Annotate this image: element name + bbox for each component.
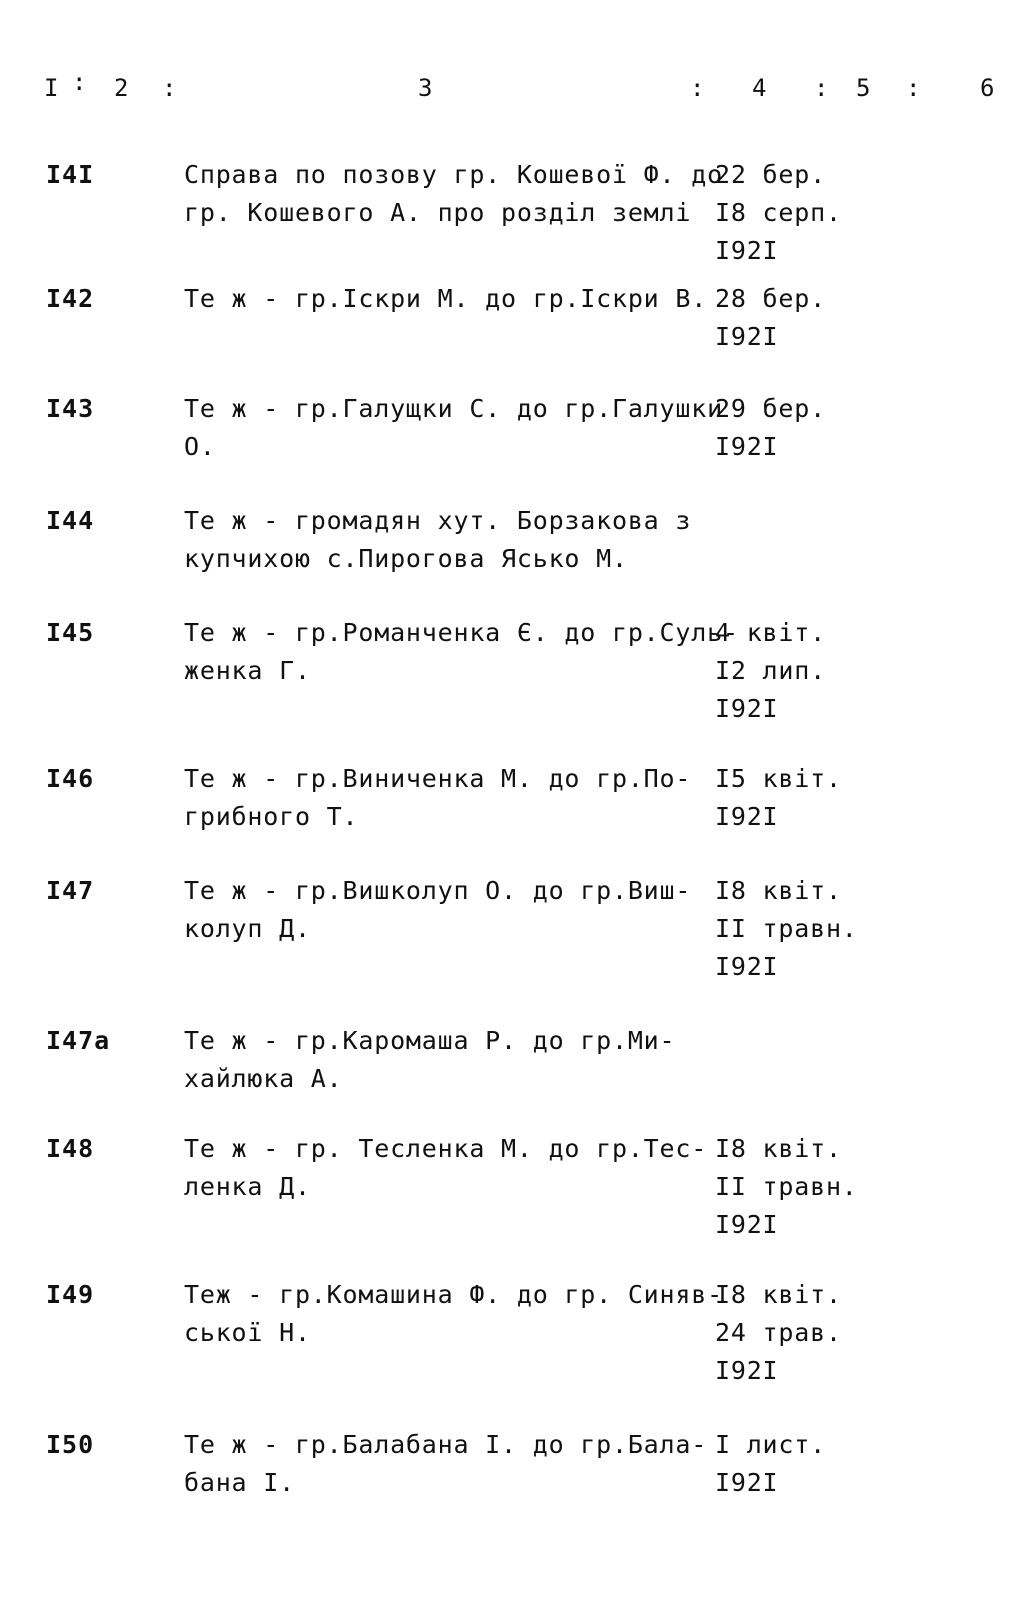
record-description-line: Те ж - гр.Виниченка М. до гр.По- — [184, 764, 692, 793]
record-date: 29 бер. — [715, 394, 826, 423]
record-description — [184, 760, 719, 836]
record-date: I92I — [715, 1210, 779, 1239]
record-date: I92I — [715, 236, 779, 265]
record-description-line: Те ж - гр. Тесленка М. до гр.Тес- — [184, 1134, 708, 1163]
record-description — [184, 872, 719, 948]
record-description-line: Те ж - гр.Каромаша Р. до гр.Ми- — [184, 1026, 676, 1055]
record-description — [184, 614, 739, 690]
record-number: I47 — [46, 876, 95, 905]
record-date: 22 бер. — [715, 160, 826, 189]
record-number: I44 — [46, 506, 95, 535]
column-5-header: 5 — [856, 74, 872, 102]
record-date: I лист. — [715, 1430, 826, 1459]
record-number: I49 — [46, 1280, 95, 1309]
record-dates — [715, 872, 885, 986]
record-dates — [715, 156, 885, 270]
record-description-line: Те ж - гр.Романченка Є. до гр.Суль- — [184, 618, 739, 647]
column-separator: : — [690, 74, 706, 102]
column-separator: : — [162, 74, 178, 102]
record-description-line: Те ж - гр.Балабана І. до гр.Бала- — [184, 1430, 708, 1459]
record-date: 24 трав. — [715, 1318, 842, 1347]
record-date: I92I — [715, 694, 779, 723]
record-date: 4 квіт. — [715, 618, 826, 647]
column-separator: : — [72, 68, 88, 96]
record-description-line: Теж - гр.Комашина Ф. до гр. Синяв- — [184, 1280, 723, 1309]
column-separator: : — [814, 74, 830, 102]
record-description — [184, 1130, 719, 1206]
record-date: II травн. — [715, 914, 858, 943]
record-description — [184, 1426, 719, 1502]
record-dates — [715, 390, 885, 466]
record-description-line: купчихою с.Пирогова Ясько М. — [184, 544, 628, 573]
record-description-line: грибного Т. — [184, 802, 359, 831]
record-number: I47а — [46, 1026, 111, 1055]
record-description-line: Те ж - гр.Галущки С. до гр.Галушки — [184, 394, 723, 423]
record-dates — [715, 760, 885, 836]
column-3-header: 3 — [418, 74, 434, 102]
record-date: I92I — [715, 1468, 779, 1497]
column-4-header: 4 — [752, 74, 768, 102]
record-description-line: О. — [184, 432, 216, 461]
record-number: I4I — [46, 160, 95, 189]
column-2-header: 2 — [114, 74, 130, 102]
record-description — [184, 1276, 723, 1352]
record-number: I42 — [46, 284, 95, 313]
record-date: I8 квіт. — [715, 1280, 842, 1309]
record-number: I48 — [46, 1134, 95, 1163]
record-description — [184, 390, 723, 466]
record-dates — [715, 280, 885, 356]
column-header-row — [0, 68, 1024, 114]
record-description — [184, 156, 723, 232]
record-date: 28 бер. — [715, 284, 826, 313]
record-number: I43 — [46, 394, 95, 423]
record-description-line: колуп Д. — [184, 914, 311, 943]
column-6-header: 6 — [980, 74, 996, 102]
record-dates — [715, 1130, 885, 1244]
record-description-line: гр. Кошевого А. про розділ землі — [184, 198, 692, 227]
record-description — [184, 502, 719, 578]
record-description-line: Те ж - гр.Іскри М. до гр.Іскри В. — [184, 284, 708, 313]
record-description — [184, 280, 719, 318]
record-number: I50 — [46, 1430, 95, 1459]
column-1-header: I — [44, 74, 60, 102]
record-date: I5 квіт. — [715, 764, 842, 793]
record-number: I45 — [46, 618, 95, 647]
record-date: I92I — [715, 322, 779, 351]
record-date: I92I — [715, 952, 779, 981]
record-description-line: Те ж - громадян хут. Борзакова з — [184, 506, 692, 535]
record-date: I92I — [715, 802, 779, 831]
record-number: I46 — [46, 764, 95, 793]
record-date: I8 квіт. — [715, 876, 842, 905]
record-description-line: ської Н. — [184, 1318, 311, 1347]
record-description-line: Справа по позову гр. Кошевої Ф. до — [184, 160, 723, 189]
record-description-line: ленка Д. — [184, 1172, 311, 1201]
record-date: I92I — [715, 1356, 779, 1385]
record-description-line: Те ж - гр.Вишколуп О. до гр.Виш- — [184, 876, 692, 905]
record-date: II травн. — [715, 1172, 858, 1201]
record-date: I8 квіт. — [715, 1134, 842, 1163]
record-description-line: бана І. — [184, 1468, 295, 1497]
record-dates — [715, 1426, 885, 1502]
column-separator: : — [906, 74, 922, 102]
record-date: I2 лип. — [715, 656, 826, 685]
record-dates — [715, 614, 885, 728]
record-date: I92I — [715, 432, 779, 461]
record-date: I8 серп. — [715, 198, 842, 227]
record-dates — [715, 1276, 885, 1390]
record-description-line: хайлюка А. — [184, 1064, 343, 1093]
record-description-line: женка Г. — [184, 656, 311, 685]
record-description — [184, 1022, 719, 1098]
